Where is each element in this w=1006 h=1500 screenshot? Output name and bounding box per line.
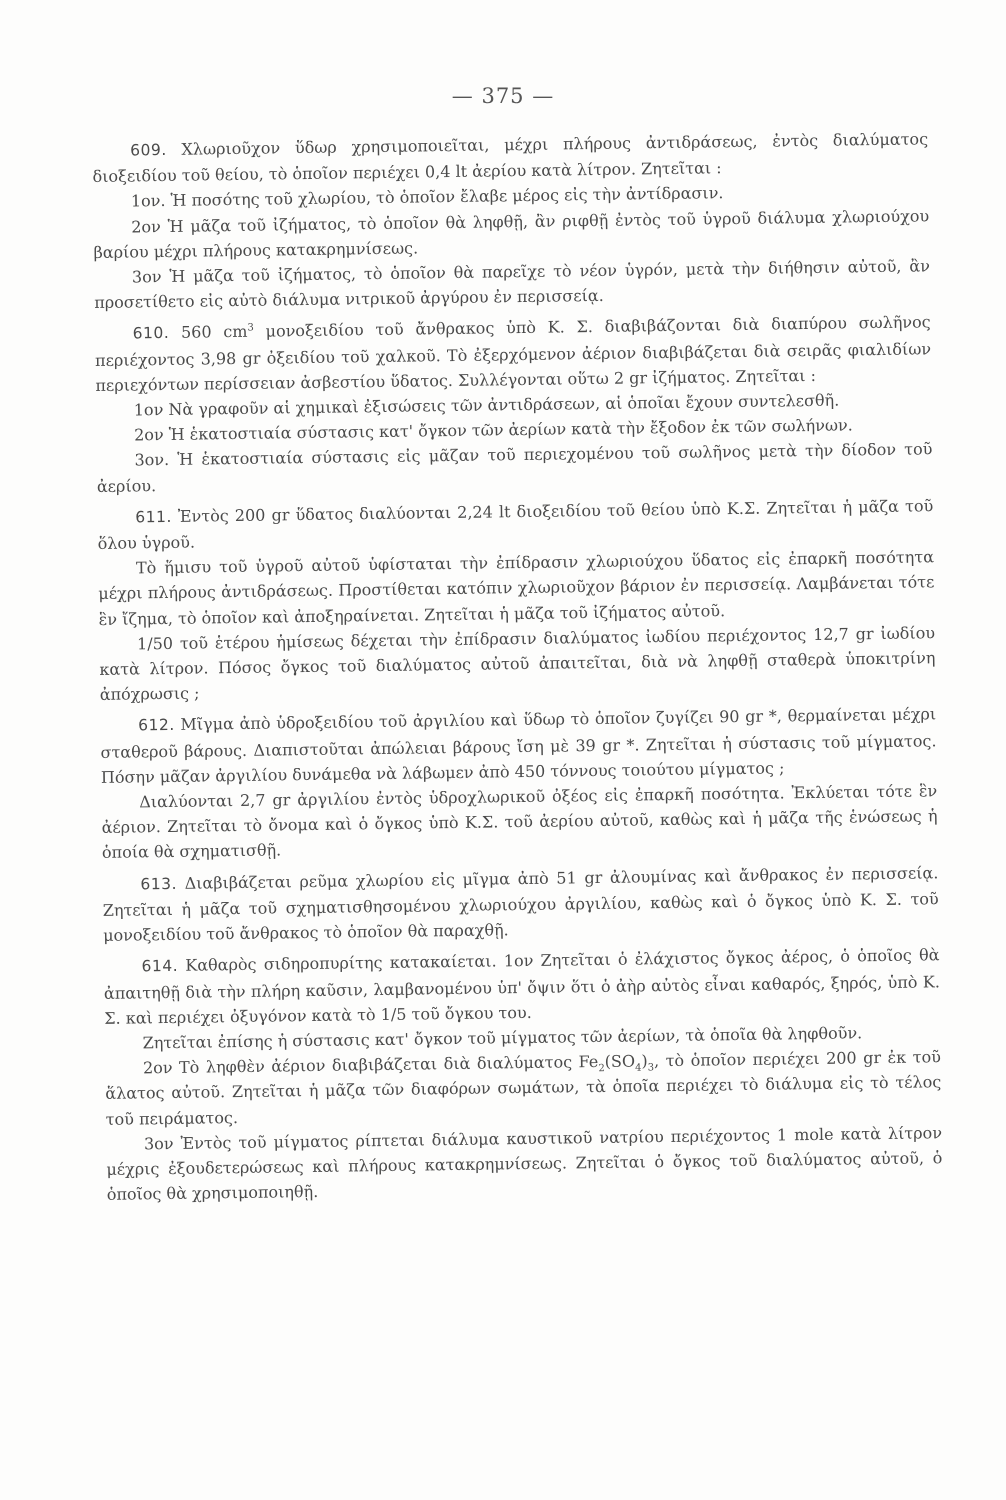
problem-614-paragraph bbox=[103, 943, 940, 1031]
problem-number: 613. bbox=[140, 874, 178, 894]
problem-609-part-3: 3ον Ἡ μᾶζα τοῦ ἰζήματος, τὸ ὁποῖον θὰ παρεῖχε τὸ νέον ὑγρόν, μετὰ τὴν διήθησιν αὐτοῦ, ἂν προσετίθετο εἰς αὐτὸ διάλυμα νιτρικοῦ ἀργύρου ἐν περισσείᾳ. bbox=[94, 256, 930, 313]
problem-614-part-1b: Ζητεῖται ἐπίσης ἡ σύστασις κατ' ὄγκον τοῦ μίγματος τῶν ἀερίων, τὰ ὁποῖα θὰ ληφθοῦν. bbox=[142, 1023, 863, 1053]
problem-text: Μῖγμα ἀπὸ ὑδροξειδίου τοῦ ἀργιλίου καὶ ὕδωρ τὸ ὁποῖον ζυγίζει 90 gr *, θερμαίνεται μέχρι σταθεροῦ βάρους. Διαπιστοῦται ἀπώλειαι βάρους ἴση μὲ 39 gr *. Ζητεῖται ἡ σύστασις τοῦ μίγματος. Πόσην μᾶζαν ἀργιλίου δυνάμεθα νὰ λάβωμεν ἀπὸ 450 τόννους τοιούτου μίγματος ; bbox=[100, 704, 937, 787]
superscript: 3 bbox=[247, 322, 254, 334]
page-number: — 375 — bbox=[451, 84, 555, 108]
problem-614-part-3: 3ον Ἐντὸς τοῦ μίγματος ρίπτεται διάλυμα καυστικοῦ νατρίου περιέχοντος 1 mole κατὰ λίτρον μέχρις ἐξουδετερώσεως καὶ πλήρους κατακρημνίσεως. Ζητεῖται ὁ ὄγκος τοῦ διαλύματος αὐτοῦ, ὁ ὁποῖος θὰ χρησιμοποιηθῇ. bbox=[106, 1122, 943, 1205]
subscript: 4 bbox=[635, 1062, 642, 1074]
problem-text: Διαβιβάζεται ρεῦμα χλωρίου εἰς μῖγμα ἀπὸ 51 gr ἀλουμίνας καὶ ἄνθρακος ἐν περισσείᾳ. Ζητεῖται ἡ μᾶζα τοῦ σχηματισθησομένου χλωριούχου ἀργιλίου, καθὼς καὶ ὁ ὄγκος ὑπὸ Κ. Σ. τοῦ μονοξειδίου τοῦ ἄνθρακος τὸ ὁποῖον θὰ παραχθῇ. bbox=[102, 862, 939, 946]
problem-612-paragraph bbox=[100, 702, 937, 790]
problem-number: 614. bbox=[141, 957, 179, 976]
problem-610-paragraph bbox=[95, 310, 932, 398]
problem-text: ) bbox=[641, 1051, 648, 1071]
problem-text: Καθαρὸς σιδηροπυρίτης κατακαίεται. 1ον Ζητεῖται ὁ ἐλάχιστος ὄγκος ἀέρος, ὁ ὁποῖος θὰ ἀπαιτηθῇ διὰ τὴν πλήρη καῦσιν, λαμβανομένου ὑπ' ὄψιν ὅτι ὁ ἀὴρ αὐτὸς εἶναι καθαρός, ξηρός, ὑπὸ Κ. Σ. καὶ περιέχει ὀξυγόνον κατὰ τὸ 1/5 τοῦ ὄγκου του. bbox=[103, 945, 940, 1028]
problem-614-part-2 bbox=[105, 1044, 942, 1131]
subscript: 3 bbox=[647, 1062, 655, 1074]
subscript: 2 bbox=[598, 1063, 605, 1075]
problem-609-part-2: 2ον Ἡ μᾶζα τοῦ ἰζήματος, τὸ ὁποῖον θὰ ληφθῇ, ἂν ριφθῇ ἐντὸς τοῦ ὑγροῦ διάλυμα χλωριούχου βαρίου μέχρι πλήρους κατακρημνίσεως. bbox=[93, 205, 930, 262]
problem-number: 612. bbox=[138, 716, 175, 735]
problem-611-part-2: Τὸ ἥμισυ τοῦ ὑγροῦ αὐτοῦ ὑφίσταται τὴν ἐπίδρασιν χλωριούχου ὕδατος εἰς ἐπαρκῆ ποσότητα μέχρι πλήρους ἀντιδράσεως. Προστίθεται κατόπιν χλωριοῦχον βάριον ἐν περισσείᾳ. Λαμβάνεται τότε ἓν ἴζημα, τὸ ὁποῖον καὶ ἀποξηραίνεται. Ζητεῖται ἡ μᾶζα τοῦ ἰζήματος αὐτοῦ. bbox=[98, 547, 935, 629]
problem-610-part-3: 3ον. Ἡ ἑκατοστιαία σύστασις εἰς μᾶζαν τοῦ περιεχομένου τοῦ σωλῆνος μετὰ τὴν δίοδον τοῦ ἀερίου. bbox=[96, 439, 933, 496]
problem-613-paragraph bbox=[102, 860, 939, 948]
problem-611-part-3: 1/50 τοῦ ἑτέρου ἡμίσεως δέχεται τὴν ἐπίδρασιν διαλύματος ἰωδίου περιέχοντος 12,7 gr ἰωδίου κατὰ λίτρον. Πόσος ὄγκος τοῦ διαλύματος αὐτοῦ ἀπαιτεῖται, διὰ νὰ ληφθῇ σταθερὰ ὑποκιτρίνη ἀπόχρωσις ; bbox=[99, 623, 936, 705]
problem-text: Ἐντὸς 200 gr ὕδατος διαλύονται 2,24 lt διοξειδίου τοῦ θείου ὑπὸ Κ.Σ. Ζητεῖται ἡ μᾶζα τοῦ ὅλου ὑγροῦ. bbox=[97, 496, 934, 554]
problem-609-part-1: 1ον. Ἡ ποσότης τοῦ χλωρίου, τὸ ὁποῖον ἔλαβε μέρος εἰς τὴν ἀντίδρασιν. bbox=[130, 183, 724, 211]
problem-text: 560 cm bbox=[180, 322, 248, 343]
problem-number: 611. bbox=[135, 507, 172, 527]
problem-612-part-2: Διαλύονται 2,7 gr ἀργιλίου ἐντὸς ὑδροχλωρικοῦ ὀξέος εἰς ἐπαρκῆ ποσότητα. Ἐκλύεται τότε ἓν ἀέριον. Ζητεῖται τὸ ὄνομα καὶ ὁ ὄγκος ὑπὸ Κ.Σ. τοῦ ἀερίου αὐτοῦ, καθὼς καὶ ἡ μᾶζα τῆς ἑνώσεως ἡ ὁποία θὰ σχηματισθῇ. bbox=[101, 781, 938, 863]
problem-number: 609. bbox=[130, 140, 167, 160]
problem-610-part-1: 1ον Νὰ γραφοῦν αἱ χημικαὶ ἐξισώσεις τῶν ἀντιδράσεων, αἱ ὁποῖαι ἔχουν συντελεσθῆ. bbox=[133, 390, 840, 420]
problems-text bbox=[92, 126, 943, 1207]
problem-text: (SO bbox=[604, 1051, 636, 1072]
problem-text: Χλωριοῦχον ὕδωρ χρησιμοποιεῖται, μέχρι πλήρους ἀντιδράσεως, ἐντὸς διαλύματος διοξειδίου τοῦ θείου, τὸ ὁποῖον περιέχει 0,4 lt ἀερίου κατὰ λίτρον. Ζητεῖται : bbox=[92, 129, 929, 187]
problem-number: 610. bbox=[132, 324, 170, 343]
problem-text: , τὸ ὁποῖον περιέχει 200 gr ἐκ τοῦ ἅλατος αὐτοῦ. Ζητεῖται ἡ μᾶζα τῶν διαφόρων σωμάτων, τὰ ὁποῖα περιέχει τὸ διάλυμα εἰς τὸ τέλος τοῦ πειράματος. bbox=[105, 1047, 942, 1129]
problem-text: μονοξειδίου τοῦ ἄνθρακος ὑπὸ Κ. Σ. διαβιβάζονται διὰ διαπύρου σωλῆνος περιέχοντος 3,98 gr ὀξειδίου τοῦ χαλκοῦ. Τὸ ἐξερχόμενον ἀέριον διαβιβάζεται διὰ σειρᾶς φιαλιδίων περιεχόντων περίσσειαν ἀσβεστίου ὕδατος. Συλλέγονται οὕτω 2 gr ἰζήματος. Ζητεῖται : bbox=[94, 312, 932, 395]
problem-text: 2ον Τὸ ληφθὲν ἀέριον διαβιβάζεται διὰ διαλύματος Fe bbox=[142, 1052, 599, 1078]
problem-610-part-2: 2ον Ἡ ἑκατοστιαία σύστασις κατ' ὄγκον τῶν ἀερίων κατὰ τὴν ἔξοδον ἐκ τῶν σωλήνων. bbox=[134, 415, 853, 445]
